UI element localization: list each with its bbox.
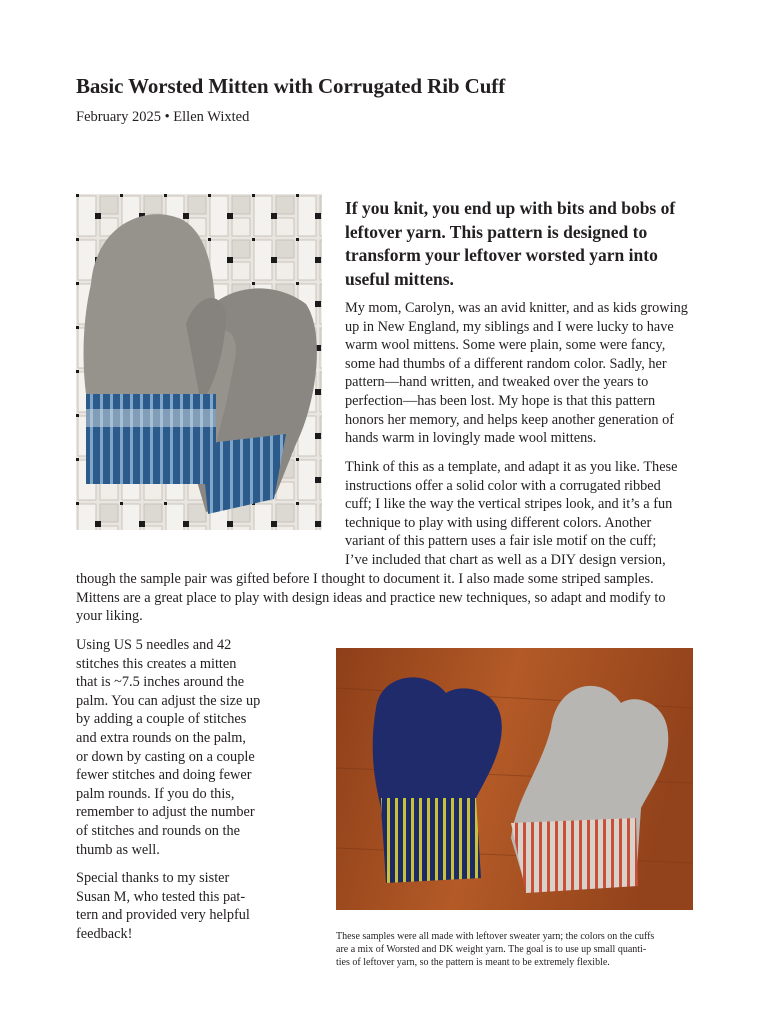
- text-line: Susan M, who tested this pat-: [76, 888, 246, 905]
- photo-gray-mittens: [76, 194, 322, 530]
- caption-line: are a mix of Worsted and DK weight yarn. The goal is to use up small quanti-: [336, 944, 647, 955]
- text-line: technique to play with using different colors. Another: [345, 514, 652, 531]
- text-line: Using US 5 needles and 42: [76, 637, 232, 653]
- text-line: palm. You can adjust the size up: [76, 692, 261, 709]
- text-line: instructions offer a solid color with a corrugated ribbed: [345, 477, 661, 494]
- text-line: and extra rounds on the palm,: [76, 729, 246, 746]
- template-paragraph-wide: [76, 570, 666, 626]
- text-line: remember to adjust the number: [76, 804, 255, 821]
- text-line: fewer stitches and doing fewer: [76, 767, 252, 784]
- lead-paragraph: If you knit, you end up with bits and bobs of leftover yarn. This pattern is designed to transform your leftover worsted yarn into useful mittens.: [345, 198, 676, 289]
- text-line: palm rounds. If you do this,: [76, 785, 235, 802]
- sizing-column: [76, 636, 276, 944]
- text-line: though the sample pair was gifted before I thought to document it. I also made some striped samples.: [76, 571, 654, 587]
- photo-caption: [336, 930, 696, 969]
- byline: February 2025 • Ellen Wixted: [76, 109, 250, 125]
- text-line: feedback!: [76, 925, 133, 942]
- intro-paragraph: My mom, Carolyn, was an avid knitter, and as kids growing up in New England, my siblings and I were lucky to have warm wool mittens. Some were plain, some were fancy, some had thumbs of a different random color. Sadly, her pattern—hand written, and tweaked over the years to perfection—has been lost. My hope is that this pattern honors her memory, and helps keep another generation of hands warm in lovingly made wool mittens.: [345, 300, 688, 447]
- caption-line: These samples were all made with leftover sweater yarn; the colors on the cuffs: [336, 931, 655, 942]
- photo-sample-mittens: [336, 648, 693, 910]
- text-line: that is ~7.5 inches around the: [76, 674, 245, 691]
- text-line: of stitches and rounds on the: [76, 822, 240, 839]
- text-line: or down by casting on a couple: [76, 748, 255, 765]
- text-line: Special thanks to my sister: [76, 870, 230, 887]
- text-line: Mittens are a great place to play with design ideas and practice new techniques, so adapt and modify to: [76, 589, 666, 606]
- text-line: stitches this creates a mitten: [76, 655, 237, 672]
- text-line: your liking.: [76, 608, 143, 625]
- text-line: cuff; I like the way the vertical stripes look, and it’s a fun: [345, 496, 673, 513]
- page-title: Basic Worsted Mitten with Corrugated Rib Cuff: [76, 74, 506, 98]
- paragraph-gap: [76, 859, 276, 869]
- text-line: tern and provided very helpful: [76, 907, 250, 924]
- text-line: variant of this pattern uses a fair isle motif on the cuff;: [345, 533, 657, 550]
- caption-line: ties of leftover yarn, so the pattern is meant to be extremely flexible.: [336, 957, 610, 968]
- text-line: thumb as well.: [76, 841, 160, 858]
- text-line: by adding a couple of stitches: [76, 711, 247, 728]
- text-line: I’ve included that chart as well as a DIY design version,: [345, 551, 666, 568]
- text-line: Think of this as a template, and adapt it as you like. These: [345, 459, 678, 475]
- template-paragraph-narrow: [345, 458, 677, 570]
